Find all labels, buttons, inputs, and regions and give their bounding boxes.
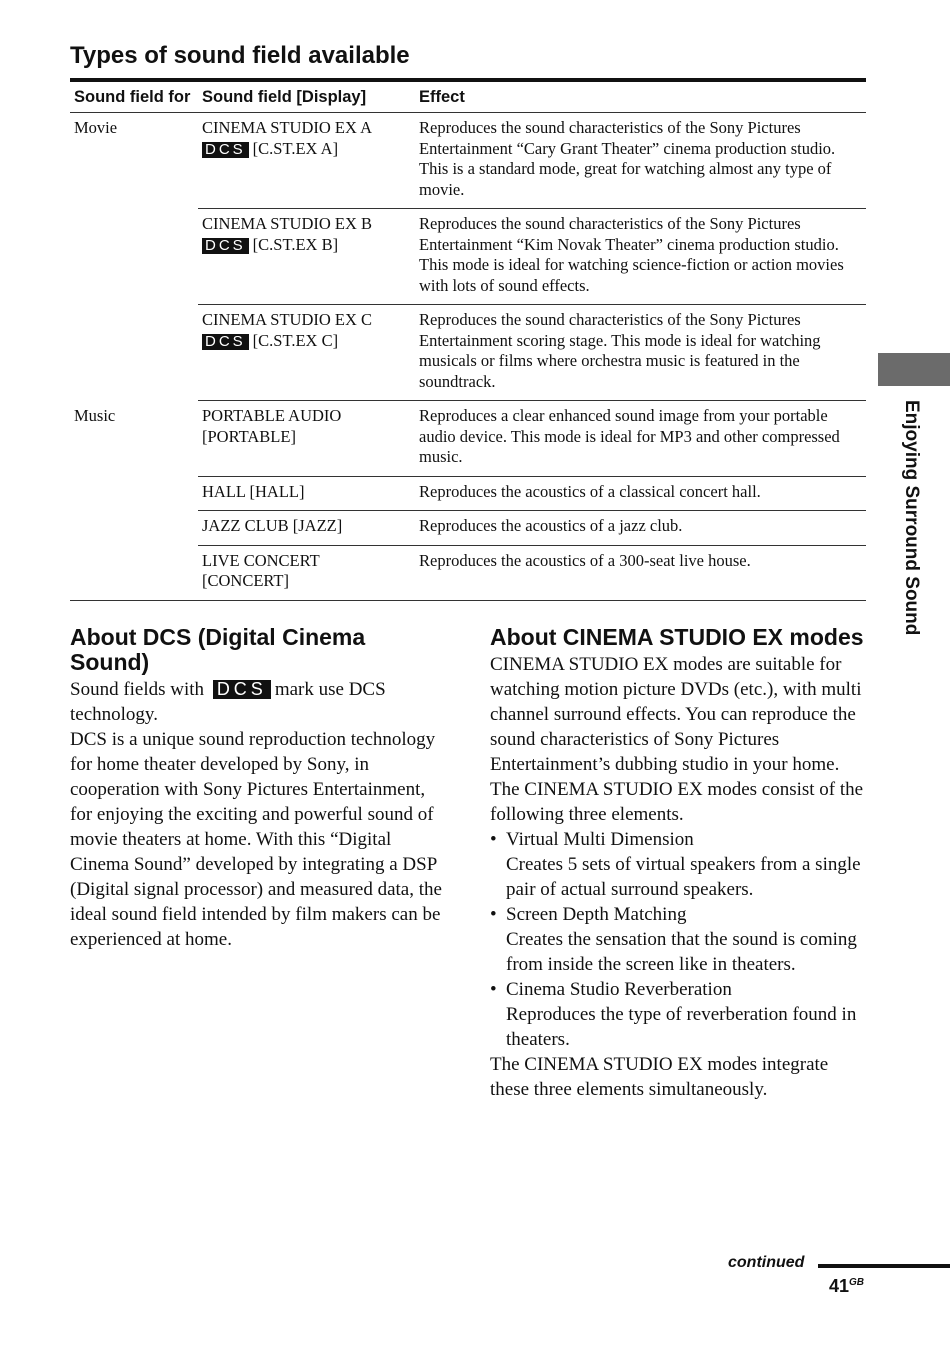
cinema-elements-list: [490, 827, 868, 1052]
dcs-heading: About DCS (Digital Cinema Sound): [70, 624, 366, 675]
sound-field-name: PORTABLE AUDIO: [202, 406, 342, 425]
sound-field-name: HALL [HALL]: [198, 476, 415, 511]
bullet-title: Screen Depth Matching: [506, 904, 687, 925]
cinema-heading: About CINEMA STUDIO EX modes: [490, 624, 864, 650]
dcs-mark: DCS: [202, 334, 249, 350]
dcs-mark: DCS: [202, 142, 249, 158]
sound-field-display: [PORTABLE]: [202, 426, 296, 446]
continued-rule: [818, 1264, 950, 1268]
sound-field-display: [CONCERT]: [202, 571, 290, 590]
sound-field-cell: [198, 209, 415, 305]
sound-field-display: [C.ST.EX B]: [252, 234, 339, 254]
dcs-paragraph: DCS is a unique sound reproduction technology for home theater developed by Sony, in cooperation with Sony Pictures Entertainment, for enjoying the exciting and powerful sound of movie theaters at home. With this “Digital Cinema Sound” developed by integrating a DSP (Digital signal processor) and measured data, the ideal sound field intended by film makers can be experienced at home.: [70, 729, 442, 950]
sound-field-table: [70, 78, 866, 601]
side-chapter-label: Enjoying Surround Sound: [901, 400, 922, 636]
cinema-closing: The CINEMA STUDIO EX modes integrate these three elements simultaneously.: [490, 1054, 829, 1100]
effect-cell: Reproduces a clear enhanced sound image from your portable audio device. This mode is ideal for MP3 and other compressed music.: [415, 401, 866, 477]
effect-cell: Reproduces the sound characteristics of the Sony Pictures Entertainment “Kim Novak Theater” cinema production studio. This mode is ideal for watching science-fiction or action movies with lots of sound effects.: [415, 209, 866, 305]
side-tab-marker: [878, 353, 950, 386]
sound-field-name: CINEMA STUDIO EX B: [202, 214, 373, 233]
page-number: [829, 1276, 864, 1297]
section-title: Types of sound field available: [70, 42, 410, 69]
sound-field-cell: [198, 305, 415, 401]
dcs-intro-after: mark use DCS technology.: [70, 679, 386, 725]
table-row: [70, 401, 866, 477]
sound-field-cell: [198, 113, 415, 209]
bullet-icon: •: [490, 979, 497, 1000]
page-suffix: GB: [849, 1277, 865, 1288]
sound-field-display: [C.ST.EX A]: [252, 138, 339, 158]
header-sound-field-display: Sound field [Display]: [198, 80, 415, 113]
bullet-icon: •: [490, 829, 497, 850]
list-item: [490, 977, 868, 1052]
table-header-row: [70, 80, 866, 113]
list-item: [490, 902, 868, 977]
sound-field-name: CINEMA STUDIO EX C: [202, 310, 373, 329]
effect-cell: Reproduces the acoustics of a 300-seat live house.: [415, 545, 866, 600]
bullet-desc: Creates 5 sets of virtual speakers from a single pair of actual surround speakers.: [506, 854, 861, 900]
sound-field-cell: [198, 401, 415, 477]
header-sound-field-for: Sound field for: [70, 80, 198, 113]
bullet-desc: Creates the sensation that the sound is coming from inside the screen like in theaters.: [506, 929, 857, 975]
effect-cell: Reproduces the acoustics of a jazz club.: [415, 511, 866, 546]
bullet-desc: Reproduces the type of reverberation found in theaters.: [506, 1004, 857, 1050]
dcs-section: [70, 625, 448, 952]
dcs-intro: [70, 677, 448, 727]
cinema-section: [490, 625, 868, 1102]
sound-field-name: JAZZ CLUB [JAZZ]: [198, 511, 415, 546]
list-item: [490, 827, 868, 902]
cinema-intro: CINEMA STUDIO EX modes are suitable for watching motion picture DVDs (etc.), with multi channel surround effects. You can reproduce the sound characteristics of Sony Pictures Entertainment’s dubbing studio in your home.: [490, 654, 862, 775]
dcs-mark: DCS: [202, 238, 249, 254]
dcs-intro-before: Sound fields with: [70, 679, 205, 700]
sound-field-display: [C.ST.EX C]: [252, 330, 339, 350]
effect-cell: Reproduces the sound characteristics of the Sony Pictures Entertainment “Cary Grant Theater” cinema production studio. This is a standard mode, great for watching almost any type of movie.: [415, 113, 866, 209]
dcs-mark: DCS: [213, 680, 271, 699]
continued-label: continued: [728, 1254, 805, 1271]
effect-cell: Reproduces the acoustics of a classical concert hall.: [415, 476, 866, 511]
category-movie: Movie: [74, 118, 118, 137]
sound-field-name: LIVE CONCERT: [202, 550, 320, 570]
bullet-title: Cinema Studio Reverberation: [506, 979, 732, 1000]
bullet-icon: •: [490, 904, 497, 925]
bullet-title: Virtual Multi Dimension: [506, 829, 694, 850]
page-number-value: 41: [829, 1276, 850, 1296]
header-effect: Effect: [415, 80, 866, 113]
table-row: [70, 113, 866, 209]
sound-field-name: CINEMA STUDIO EX A: [202, 118, 373, 137]
cinema-elements-intro: The CINEMA STUDIO EX modes consist of the following three elements.: [490, 779, 864, 825]
sound-field-cell: [198, 545, 415, 600]
category-music: Music: [70, 401, 198, 601]
effect-cell: Reproduces the sound characteristics of the Sony Pictures Entertainment scoring stage. This mode is ideal for watching musicals or films where orchestra music is featured in the soundtrack.: [415, 305, 866, 401]
